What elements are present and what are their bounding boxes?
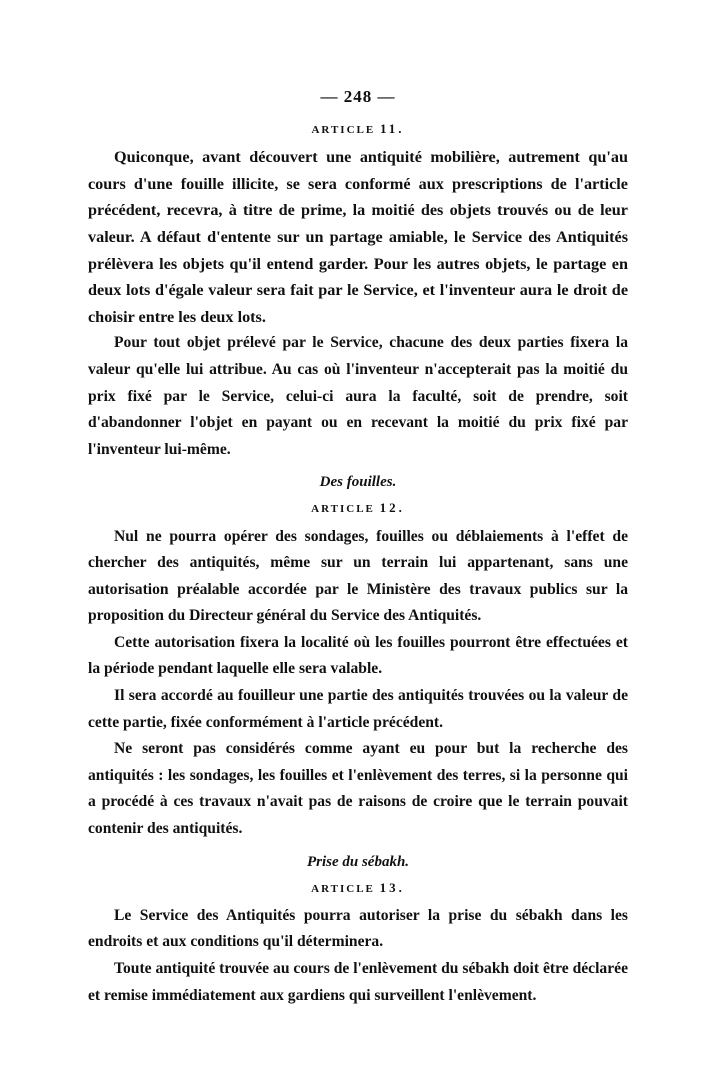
article-13-paragraph: Toute antiquité trouvée au cours de l'enlèvement du sébakh doit être déclarée et remise immédiatement aux gardiens qui surveillent l'enlèvement. — [88, 960, 628, 1004]
section-title-sebakh: Prise du sébakh. — [306, 853, 410, 870]
article-12-heading — [88, 500, 628, 516]
article-number: 12. — [379, 500, 405, 516]
article-13-heading — [88, 880, 628, 896]
article-11-paragraph: Quiconque, avant découvert une antiquité mobilière, autrement qu'au cours d'une fouille illicite, se sera conformé aux prescriptions de l'article précédent, recevra, à titre de prime, la moitié des objets trouvés ou de leur valeur. A défaut d'entente sur un partage amiable, le Service des Antiquités prélèvera les objets qu'il entend garder. Pour les autres objets, le partage en deux lots d'égale valeur sera fait par le Service, et l'inventeur aura le droit de choisir entre les deux lots. — [88, 148, 628, 326]
page-number: — 248 — — [320, 87, 396, 106]
article-12-paragraph: Il sera accordé au fouilleur une partie des antiquités trouvées ou la valeur de cette partie, fixée conformément à l'article précédent. — [88, 687, 628, 731]
article-label: ARTICLE — [311, 503, 375, 516]
document-page — [88, 88, 628, 1009]
article-13-paragraph: Le Service des Antiquités pourra autoriser la prise du sébakh dans les endroits et aux conditions qu'il déterminera. — [88, 906, 628, 951]
section-title-fouilles: Des fouilles. — [319, 474, 397, 491]
article-11-paragraph: Pour tout objet prélevé par le Service, chacune des deux parties fixera la valeur qu'elle lui attribue. Au cas où l'inventeur n'accepterait pas la moitié du prix fixé par le Service, celui-ci aura la faculté, soit de prendre, soit d'abandonner l'objet en payant ou en recevant la moitié du prix fixé par l'inventeur lui-même. — [88, 334, 628, 458]
article-11-heading — [88, 121, 628, 137]
article-number: 11. — [379, 121, 405, 136]
article-number: 13. — [379, 879, 405, 895]
article-12-paragraph: Cette autorisation fixera la localité où les fouilles pourront être effectuées et la période pendant laquelle elle sera valable. — [88, 633, 628, 678]
article-12-paragraph: Nul ne pourra opérer des sondages, fouilles ou déblaiements à l'effet de chercher des antiquités, même sur un terrain lui appartenant, sans une autorisation préalable accordée par le Ministère des travaux publics sur la proposition du Directeur général du Service des Antiquités. — [88, 527, 628, 625]
article-12-paragraph: Ne seront pas considérés comme ayant eu pour but la recherche des antiquités : les sondages, les fouilles et l'enlèvement des terres, si la personne qui a procédé à ces travaux n'avait pas de raisons de croire que le terrain pouvait contenir des antiquités. — [88, 740, 628, 838]
article-label: ARTICLE — [311, 124, 376, 136]
article-label: ARTICLE — [311, 882, 375, 895]
